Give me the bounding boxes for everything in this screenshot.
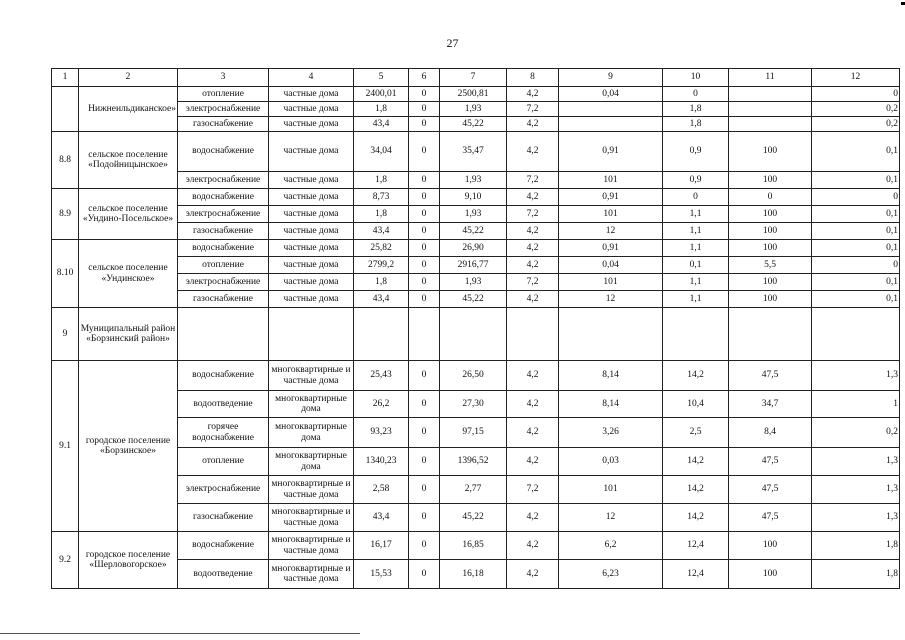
section-number: 9.2 [52, 532, 79, 589]
column-header-12: 12 [812, 69, 900, 87]
value-col-7: 2916,77 [440, 257, 507, 274]
value-col-9: 0,91 [559, 189, 663, 206]
service-type: газоснабжение [178, 504, 269, 532]
value-col-11: 100 [729, 132, 812, 172]
column-header-9: 9 [559, 69, 663, 87]
value-col-10: 1,8 [663, 102, 729, 117]
value-col-9: 8,14 [559, 361, 663, 391]
value-col-9: 12 [559, 291, 663, 308]
value-col-7: 1,93 [440, 102, 507, 117]
service-type: электроснабжение [178, 102, 269, 117]
consumer-type: частные дома [269, 117, 354, 132]
consumer-type: многоквартирные и частные дома [269, 504, 354, 532]
page-number: 27 [446, 36, 459, 50]
value-col-7: 45,22 [440, 117, 507, 132]
value-col-7: 1,93 [440, 206, 507, 223]
value-col-12: 1,3 [812, 504, 900, 532]
value-col-5: 2400,01 [354, 87, 409, 102]
table-row [52, 257, 900, 274]
value-col-9: 12 [559, 504, 663, 532]
consumer-type: многоквартирные дома [269, 391, 354, 418]
table-row [52, 448, 900, 476]
value-col-8: 4,2 [507, 504, 559, 532]
consumer-type: частные дома [269, 172, 354, 189]
value-col-7: 27,30 [440, 391, 507, 418]
value-col-9: 12 [559, 223, 663, 240]
consumer-type: частные дома [269, 206, 354, 223]
column-header-6: 6 [409, 69, 440, 87]
value-col-7: 16,18 [440, 560, 507, 589]
value-col-9: 3,26 [559, 418, 663, 448]
value-col-9 [559, 308, 663, 361]
value-col-5: 1340,23 [354, 448, 409, 476]
value-col-11 [729, 87, 812, 102]
service-type [178, 308, 269, 361]
service-type: водоотведение [178, 560, 269, 589]
value-col-12: 1,3 [812, 361, 900, 391]
service-type: горячее водоснабжение [178, 418, 269, 448]
value-col-8: 4,2 [507, 87, 559, 102]
value-col-12: 0,1 [812, 291, 900, 308]
consumer-type: частные дома [269, 132, 354, 172]
value-col-12: 0,1 [812, 240, 900, 257]
service-type: газоснабжение [178, 223, 269, 240]
table-row [52, 132, 900, 172]
value-col-5: 43,4 [354, 504, 409, 532]
value-col-11: 5,5 [729, 257, 812, 274]
table-body [52, 69, 900, 589]
value-col-11: 47,5 [729, 448, 812, 476]
value-col-11: 47,5 [729, 476, 812, 504]
value-col-9: 8,14 [559, 391, 663, 418]
value-col-12: 0,1 [812, 223, 900, 240]
value-col-5: 2,58 [354, 476, 409, 504]
column-header-7: 7 [440, 69, 507, 87]
value-col-11: 47,5 [729, 361, 812, 391]
table-row [52, 476, 900, 504]
consumer-type: частные дома [269, 87, 354, 102]
settlement-name: городское поселение «Шерловогорское» [79, 532, 178, 589]
value-col-11: 8,4 [729, 418, 812, 448]
value-col-9: 0,91 [559, 132, 663, 172]
column-header-3: 3 [178, 69, 269, 87]
value-col-7: 1,93 [440, 172, 507, 189]
value-col-8: 4,2 [507, 361, 559, 391]
value-col-8: 4,2 [507, 418, 559, 448]
value-col-9: 6,2 [559, 532, 663, 560]
value-col-6: 0 [409, 504, 440, 532]
service-type: электроснабжение [178, 274, 269, 291]
value-col-10: 2,5 [663, 418, 729, 448]
table-row [52, 418, 900, 448]
value-col-5: 34,04 [354, 132, 409, 172]
value-col-8: 4,2 [507, 257, 559, 274]
value-col-7: 9,10 [440, 189, 507, 206]
value-col-12 [812, 308, 900, 361]
value-col-5: 8,73 [354, 189, 409, 206]
consumer-type: многоквартирные и частные дома [269, 560, 354, 589]
value-col-8: 4,2 [507, 240, 559, 257]
value-col-12: 1,8 [812, 560, 900, 589]
service-type: газоснабжение [178, 117, 269, 132]
value-col-6: 0 [409, 560, 440, 589]
table-row [52, 560, 900, 589]
value-col-11 [729, 308, 812, 361]
consumer-type: частные дома [269, 257, 354, 274]
value-col-10: 1,1 [663, 291, 729, 308]
consumer-type: многоквартирные дома [269, 418, 354, 448]
value-col-6 [409, 308, 440, 361]
table-row [52, 87, 900, 102]
value-col-7: 2,77 [440, 476, 507, 504]
value-col-7: 1396,52 [440, 448, 507, 476]
value-col-8: 7,2 [507, 274, 559, 291]
value-col-6: 0 [409, 257, 440, 274]
value-col-5: 43,4 [354, 223, 409, 240]
value-col-10: 14,2 [663, 448, 729, 476]
value-col-10: 0,1 [663, 257, 729, 274]
consumer-type [269, 308, 354, 361]
value-col-11: 100 [729, 172, 812, 189]
table-row [52, 240, 900, 257]
value-col-11: 100 [729, 532, 812, 560]
value-col-11: 34,7 [729, 391, 812, 418]
value-col-9: 0,91 [559, 240, 663, 257]
value-col-6: 0 [409, 240, 440, 257]
section-number: 9.1 [52, 361, 79, 532]
consumer-type: частные дома [269, 240, 354, 257]
consumer-type: частные дома [269, 223, 354, 240]
value-col-6: 0 [409, 87, 440, 102]
consumer-type: многоквартирные дома [269, 448, 354, 476]
value-col-6: 0 [409, 361, 440, 391]
column-header-4: 4 [269, 69, 354, 87]
value-col-8: 4,2 [507, 189, 559, 206]
value-col-10: 0 [663, 189, 729, 206]
value-col-12: 0,1 [812, 172, 900, 189]
value-col-5: 43,4 [354, 117, 409, 132]
consumer-type: многоквартирные и частные дома [269, 532, 354, 560]
value-col-6: 0 [409, 117, 440, 132]
table-row [52, 308, 900, 361]
value-col-7: 16,85 [440, 532, 507, 560]
table-row [52, 206, 900, 223]
table-row [52, 117, 900, 132]
value-col-8 [507, 308, 559, 361]
value-col-9: 6,23 [559, 560, 663, 589]
table-row [52, 391, 900, 418]
value-col-10: 12,4 [663, 560, 729, 589]
value-col-10: 1,1 [663, 274, 729, 291]
value-col-5: 26,2 [354, 391, 409, 418]
service-type: газоснабжение [178, 291, 269, 308]
value-col-8: 4,2 [507, 132, 559, 172]
value-col-12: 1,3 [812, 476, 900, 504]
value-col-10: 1,1 [663, 240, 729, 257]
service-type: отопление [178, 257, 269, 274]
table-row [52, 189, 900, 206]
value-col-10: 1,1 [663, 223, 729, 240]
section-number: 8.9 [52, 189, 79, 240]
value-col-5: 25,82 [354, 240, 409, 257]
value-col-7: 26,50 [440, 361, 507, 391]
value-col-12: 1,8 [812, 532, 900, 560]
column-header-1: 1 [52, 69, 79, 87]
table-row [52, 504, 900, 532]
consumer-type: частные дома [269, 274, 354, 291]
value-col-8: 7,2 [507, 476, 559, 504]
value-col-11: 100 [729, 206, 812, 223]
value-col-11 [729, 117, 812, 132]
column-header-11: 11 [729, 69, 812, 87]
consumer-type: частные дома [269, 102, 354, 117]
column-header-8: 8 [507, 69, 559, 87]
value-col-12: 0 [812, 189, 900, 206]
value-col-7: 1,93 [440, 274, 507, 291]
value-col-12: 0,1 [812, 206, 900, 223]
value-col-9: 0,04 [559, 257, 663, 274]
value-col-9 [559, 117, 663, 132]
value-col-10: 0,9 [663, 132, 729, 172]
consumer-type: многоквартирные и частные дома [269, 361, 354, 391]
value-col-12: 0,1 [812, 132, 900, 172]
value-col-12: 0,2 [812, 418, 900, 448]
value-col-10: 14,2 [663, 504, 729, 532]
value-col-6: 0 [409, 291, 440, 308]
value-col-5: 93,23 [354, 418, 409, 448]
value-col-10: 12,4 [663, 532, 729, 560]
value-col-5: 43,4 [354, 291, 409, 308]
table-row [52, 223, 900, 240]
value-col-9: 0,03 [559, 448, 663, 476]
value-col-5: 25,43 [354, 361, 409, 391]
column-header-5: 5 [354, 69, 409, 87]
value-col-11: 100 [729, 291, 812, 308]
value-col-11: 100 [729, 560, 812, 589]
value-col-8: 4,2 [507, 560, 559, 589]
value-col-10: 14,2 [663, 476, 729, 504]
value-col-7: 97,15 [440, 418, 507, 448]
value-col-6: 0 [409, 448, 440, 476]
table-row [52, 532, 900, 560]
value-col-10: 1,1 [663, 206, 729, 223]
value-col-7: 26,90 [440, 240, 507, 257]
service-type: водоснабжение [178, 361, 269, 391]
table-row [52, 361, 900, 391]
value-col-6: 0 [409, 223, 440, 240]
value-col-5: 16,17 [354, 532, 409, 560]
value-col-7: 2500,81 [440, 87, 507, 102]
table-row [52, 172, 900, 189]
settlement-name: сельское поселение «Подойницынское» [79, 132, 178, 189]
table-row [52, 291, 900, 308]
table-row [52, 102, 900, 117]
value-col-7 [440, 308, 507, 361]
value-col-5: 1,8 [354, 172, 409, 189]
value-col-5: 1,8 [354, 102, 409, 117]
value-col-6: 0 [409, 418, 440, 448]
service-type: водоснабжение [178, 132, 269, 172]
service-type: водоснабжение [178, 189, 269, 206]
value-col-12: 0,2 [812, 102, 900, 117]
value-col-12: 0,1 [812, 274, 900, 291]
value-col-6: 0 [409, 391, 440, 418]
value-col-6: 0 [409, 206, 440, 223]
value-col-8: 4,2 [507, 223, 559, 240]
table-row [52, 274, 900, 291]
value-col-8: 7,2 [507, 102, 559, 117]
value-col-8: 4,2 [507, 291, 559, 308]
value-col-12: 0,2 [812, 117, 900, 132]
value-col-8: 4,2 [507, 117, 559, 132]
value-col-7: 45,22 [440, 223, 507, 240]
value-col-10: 0,9 [663, 172, 729, 189]
value-col-11: 100 [729, 223, 812, 240]
tariff-table [51, 68, 900, 589]
value-col-9 [559, 102, 663, 117]
service-type: электроснабжение [178, 206, 269, 223]
section-number: 8.10 [52, 240, 79, 308]
value-col-10 [663, 308, 729, 361]
value-col-12: 0 [812, 257, 900, 274]
value-col-11: 100 [729, 274, 812, 291]
value-col-7: 45,22 [440, 291, 507, 308]
value-col-6: 0 [409, 132, 440, 172]
value-col-5 [354, 308, 409, 361]
service-type: водоотведение [178, 391, 269, 418]
value-col-6: 0 [409, 172, 440, 189]
value-col-5: 15,53 [354, 560, 409, 589]
value-col-11: 47,5 [729, 504, 812, 532]
service-type: отопление [178, 87, 269, 102]
value-col-8: 4,2 [507, 532, 559, 560]
corner-mark [901, 2, 905, 5]
value-col-7: 45,22 [440, 504, 507, 532]
section-number: 9 [52, 308, 79, 361]
value-col-8: 4,2 [507, 391, 559, 418]
scan-edge-line [0, 633, 360, 634]
service-type: электроснабжение [178, 476, 269, 504]
value-col-12: 1 [812, 391, 900, 418]
value-col-6: 0 [409, 102, 440, 117]
value-col-11: 100 [729, 240, 812, 257]
consumer-type: многоквартирные и частные дома [269, 476, 354, 504]
value-col-12: 0 [812, 87, 900, 102]
section-number [52, 87, 79, 132]
value-col-10: 10,4 [663, 391, 729, 418]
value-col-8: 4,2 [507, 448, 559, 476]
column-header-10: 10 [663, 69, 729, 87]
value-col-9: 101 [559, 206, 663, 223]
settlement-name: городское поселение «Борзинское» [79, 361, 178, 532]
value-col-9: 101 [559, 172, 663, 189]
section-number: 8.8 [52, 132, 79, 189]
value-col-11: 0 [729, 189, 812, 206]
header-row [52, 69, 900, 87]
settlement-name: Муниципальный район «Борзинский район» [79, 308, 178, 361]
settlement-name: сельское поселение «Ундино-Посельское» [79, 189, 178, 240]
settlement-name: Нижнеильдиканское» [79, 87, 178, 132]
service-type: отопление [178, 448, 269, 476]
value-col-10: 0 [663, 87, 729, 102]
consumer-type: частные дома [269, 189, 354, 206]
value-col-10: 14,2 [663, 361, 729, 391]
value-col-9: 101 [559, 274, 663, 291]
value-col-12: 1,3 [812, 448, 900, 476]
value-col-6: 0 [409, 476, 440, 504]
service-type: водоснабжение [178, 532, 269, 560]
service-type: водоснабжение [178, 240, 269, 257]
value-col-6: 0 [409, 274, 440, 291]
value-col-11 [729, 102, 812, 117]
value-col-6: 0 [409, 532, 440, 560]
column-header-2: 2 [79, 69, 178, 87]
service-type: электроснабжение [178, 172, 269, 189]
settlement-name: сельское поселение «Ундинское» [79, 240, 178, 308]
value-col-7: 35,47 [440, 132, 507, 172]
value-col-8: 7,2 [507, 172, 559, 189]
value-col-5: 1,8 [354, 206, 409, 223]
value-col-9: 101 [559, 476, 663, 504]
value-col-8: 7,2 [507, 206, 559, 223]
consumer-type: частные дома [269, 291, 354, 308]
value-col-6: 0 [409, 189, 440, 206]
value-col-10: 1,8 [663, 117, 729, 132]
value-col-5: 2799,2 [354, 257, 409, 274]
value-col-9: 0,04 [559, 87, 663, 102]
value-col-5: 1,8 [354, 274, 409, 291]
